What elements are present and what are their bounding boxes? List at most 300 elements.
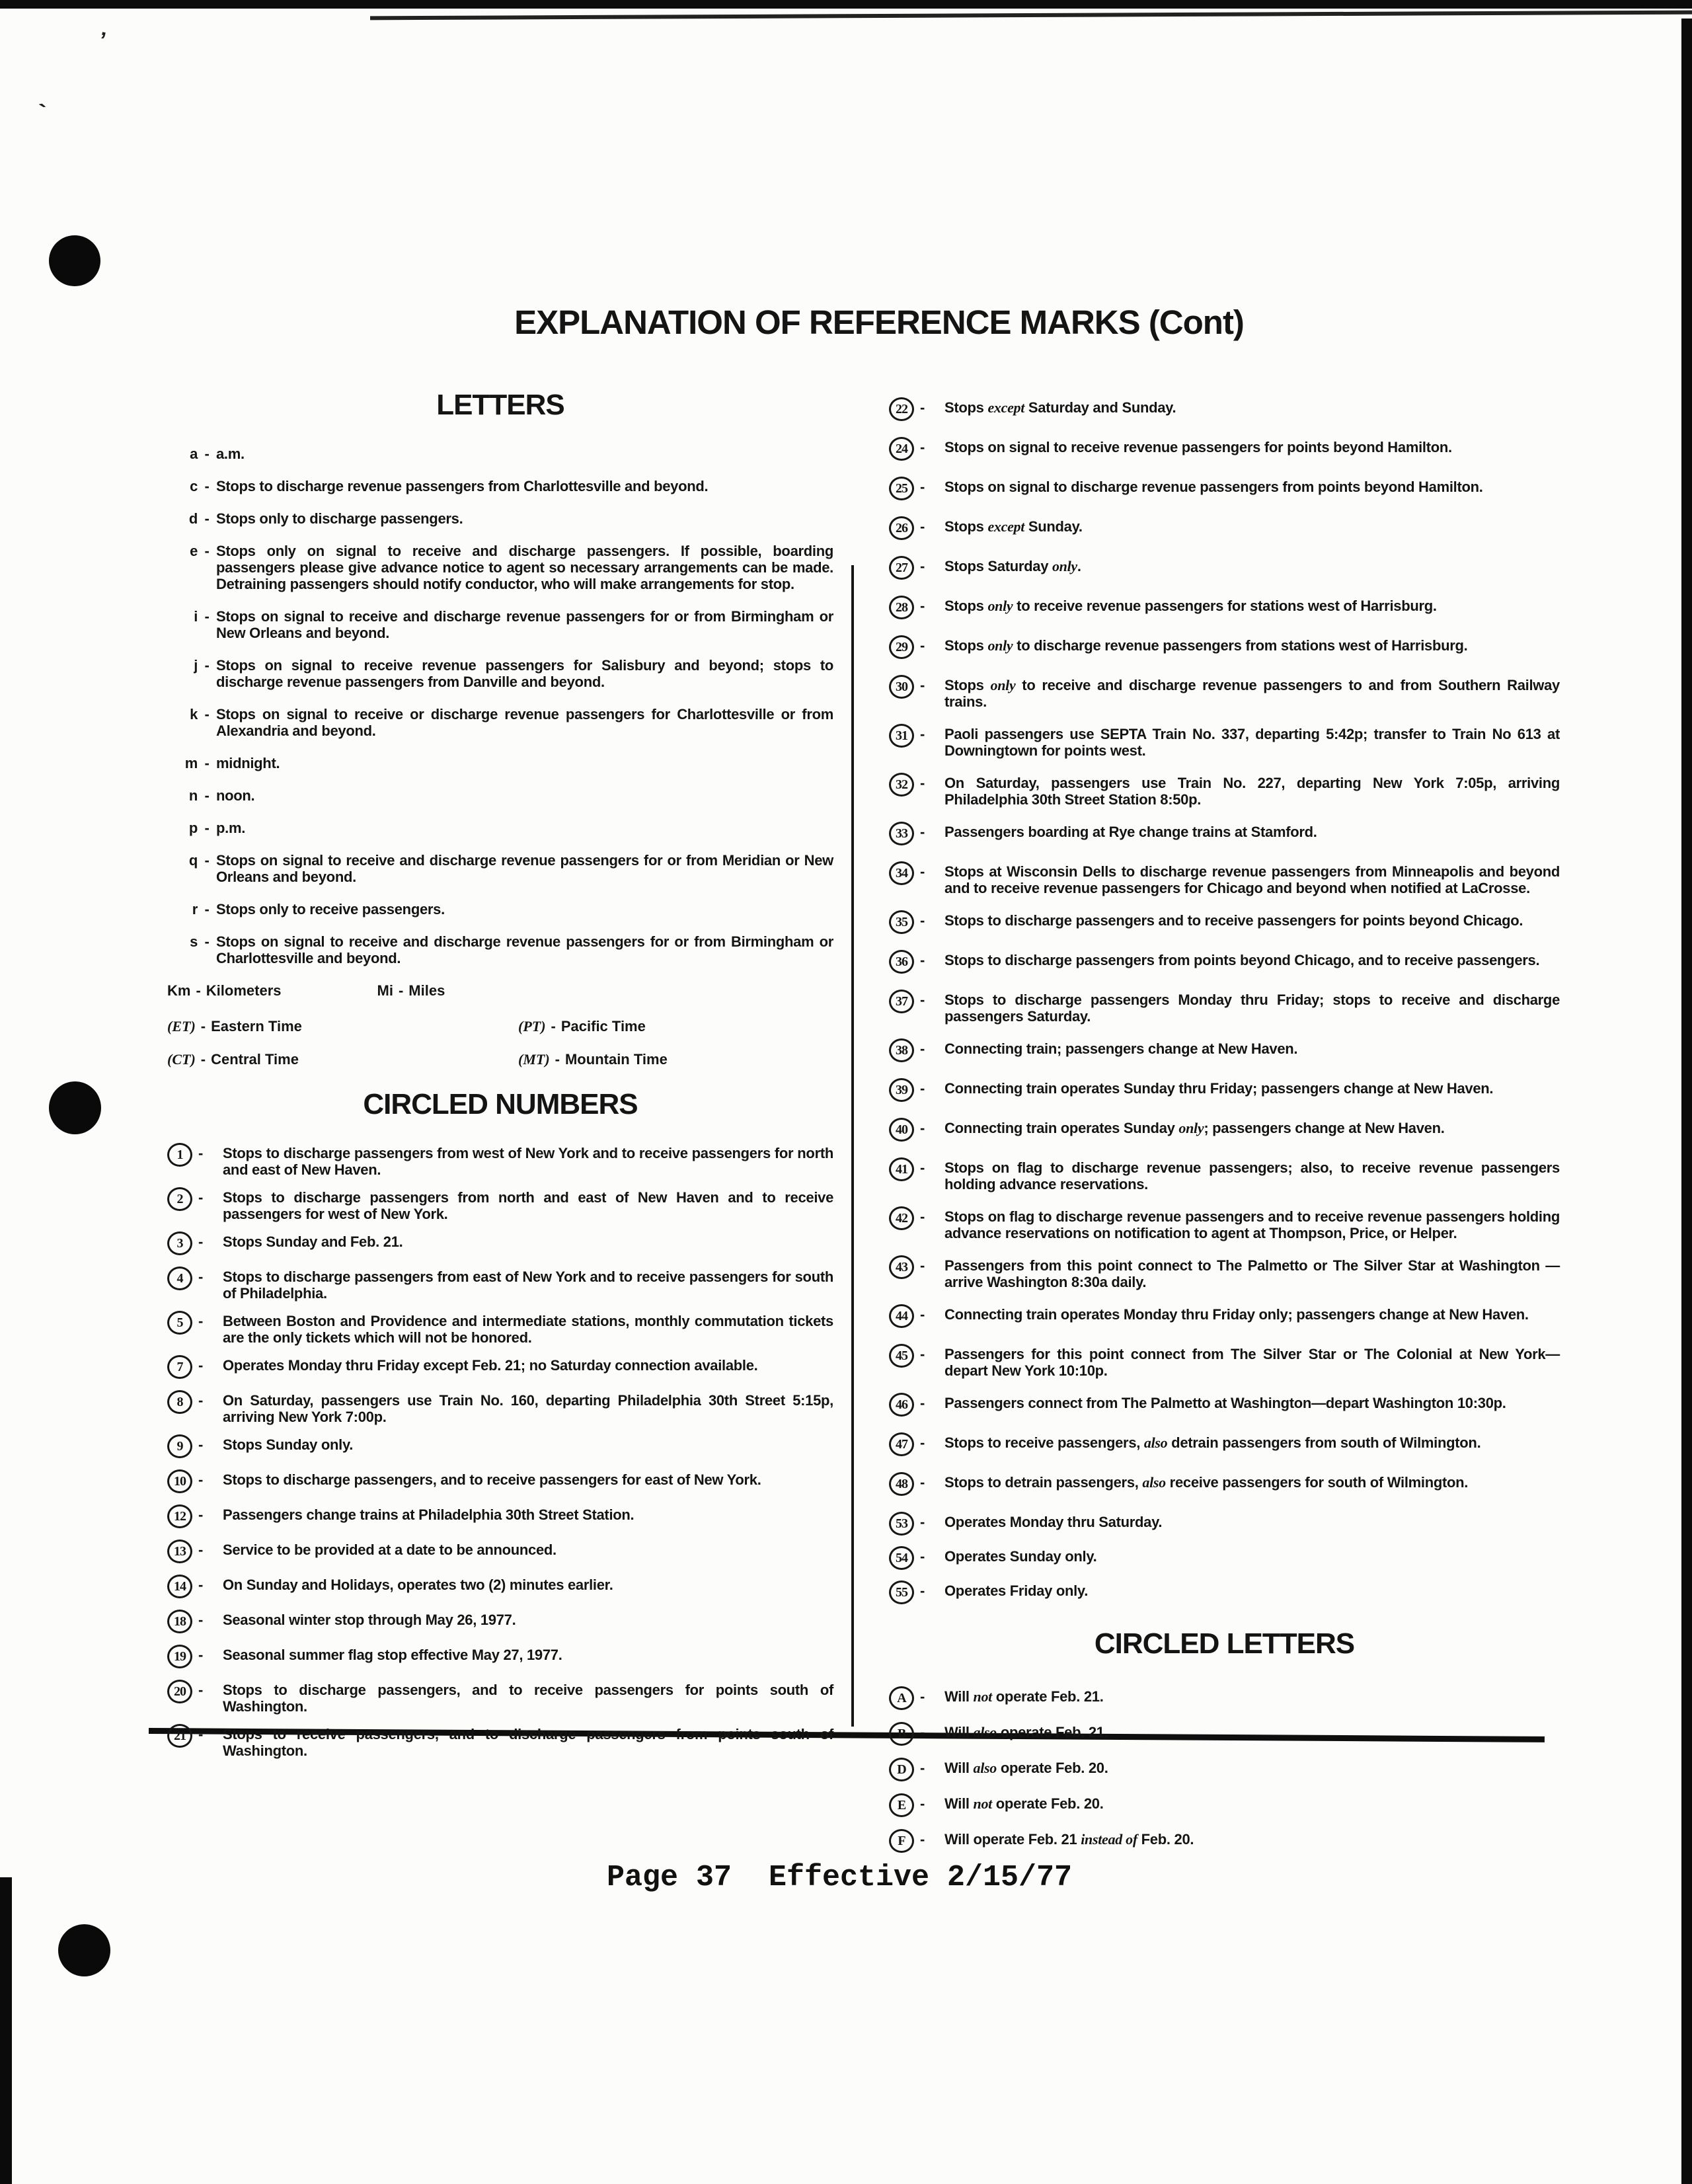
dash-separator: - <box>920 1688 925 1705</box>
row-marker <box>889 1257 944 1290</box>
emphasized-word: also <box>1142 1474 1166 1491</box>
right-column <box>889 391 1560 1867</box>
scan-speck: ` <box>38 98 50 127</box>
circled-number-row <box>889 912 1560 936</box>
row-marker <box>889 1395 944 1419</box>
timezone-code: (MT) <box>518 1051 550 1068</box>
row-marker <box>167 1506 223 1530</box>
letter-definition-row <box>167 706 833 739</box>
letter-code: r <box>192 901 198 917</box>
dash-separator: - <box>920 1120 925 1136</box>
circled-number-row <box>889 1159 1560 1192</box>
dash-separator: - <box>920 1831 925 1848</box>
dash-separator: - <box>920 1582 925 1599</box>
reference-mark-text: Will operate Feb. 21 instead of Feb. 20. <box>944 1831 1194 1848</box>
reference-mark-text: Stops on flag to discharge revenue passengers and to receive revenue passengers holding advance reservations on notification to agent at Thompson, Price, or Helper. <box>944 1208 1560 1241</box>
timezone-code: (PT) <box>518 1018 546 1034</box>
circled-number-badge: 33 <box>889 822 914 845</box>
circled-number-row <box>889 863 1560 896</box>
letter-definition-row <box>167 446 833 462</box>
dash-separator: - <box>204 510 210 527</box>
dash-separator: - <box>920 637 925 654</box>
circled-number-row <box>889 598 1560 621</box>
circled-number-badge: 10 <box>167 1469 192 1493</box>
circled-number-row <box>889 1514 1560 1538</box>
circled-number-badge: 7 <box>167 1355 192 1379</box>
circled-number-row <box>167 1357 833 1381</box>
reference-mark-text: Stops Sunday and Feb. 21. <box>223 1233 403 1250</box>
row-marker <box>167 1436 223 1460</box>
row-marker <box>889 726 944 759</box>
reference-mark-text: Stops to discharge passengers, and to receive passengers for points south of Washington. <box>223 1682 833 1715</box>
dash-separator: - <box>555 1051 560 1068</box>
reference-mark-text: Connecting train operates Sunday thru Friday; passengers change at New Haven. <box>944 1080 1494 1097</box>
dash-separator: - <box>198 1506 204 1523</box>
dash-separator: - <box>198 1647 204 1663</box>
letter-definition-text: Stops only to receive passengers. <box>216 901 445 917</box>
dash-separator: - <box>204 657 210 674</box>
row-marker <box>889 863 944 896</box>
emphasized-word: instead of <box>1081 1831 1137 1848</box>
circled-number-badge: 24 <box>889 437 914 461</box>
letter-definition-row <box>167 478 833 494</box>
letter-code: q <box>188 852 198 869</box>
reference-mark-text: Connecting train operates Monday thru Friday only; passengers change at New Haven. <box>944 1306 1529 1323</box>
circled-number-badge: 22 <box>889 397 914 421</box>
circled-number-row <box>889 1257 1560 1290</box>
reference-mark-text: Stops to discharge passengers from west of New York and to receive passengers for north and east of New Haven. <box>223 1145 833 1178</box>
dash-separator: - <box>920 479 925 495</box>
dash-separator: - <box>920 1257 925 1274</box>
dash-separator: - <box>920 439 925 455</box>
dash-separator: - <box>920 1346 925 1362</box>
timezones-grid <box>167 1018 833 1068</box>
letter-code: a <box>190 446 198 462</box>
circled-numbers-list-right <box>889 399 1560 1606</box>
circled-number-badge: 31 <box>889 724 914 748</box>
circled-number-row <box>167 1313 833 1346</box>
circled-number-badge: 41 <box>889 1157 914 1181</box>
dash-separator: - <box>198 1541 204 1558</box>
row-marker <box>889 1688 944 1712</box>
circled-number-badge: 8 <box>167 1390 192 1414</box>
page-number: Page 37 <box>606 1861 732 1894</box>
dash-separator: - <box>920 1159 925 1176</box>
row-marker <box>167 1357 223 1381</box>
circled-number-row <box>889 479 1560 502</box>
reference-mark-text: On Sunday and Holidays, operates two (2) minutes earlier. <box>223 1577 613 1593</box>
reference-mark-text: Stops to discharge passengers from points beyond Chicago, and to receive passengers. <box>944 952 1540 968</box>
dash-separator: - <box>398 982 404 999</box>
reference-mark-text: On Saturday, passengers use Train No. 160, departing Philadelphia 30th Street 5:15p, arriving New York 7:00p. <box>223 1392 833 1425</box>
row-marker <box>889 1120 944 1144</box>
dash-separator: - <box>198 1436 204 1453</box>
dash-separator: - <box>920 952 925 968</box>
circled-number-badge: 3 <box>167 1231 192 1255</box>
circled-number-row <box>167 1189 833 1222</box>
letter-definition-row <box>167 820 833 836</box>
circled-number-row <box>889 439 1560 463</box>
dash-separator: - <box>198 1313 204 1329</box>
reference-mark-text: Stops except Saturday and Sunday. <box>944 399 1176 416</box>
dash-separator: - <box>920 863 925 880</box>
units-row <box>167 982 833 999</box>
circled-number-badge: 19 <box>167 1645 192 1668</box>
row-marker <box>889 775 944 808</box>
letter-definition-row <box>167 852 833 885</box>
circled-number-row <box>889 726 1560 759</box>
reference-mark-text: Operates Monday thru Friday except Feb. 21; no Saturday connection available. <box>223 1357 758 1374</box>
circled-letter-row <box>889 1795 1560 1819</box>
dash-separator: - <box>920 518 925 535</box>
letters-list <box>167 446 833 966</box>
reference-mark-text: Stops to discharge passengers, and to receive passengers for east of New York. <box>223 1471 761 1488</box>
row-marker <box>889 952 944 976</box>
circled-numbers-list-left <box>167 1145 833 1759</box>
emphasized-word: except <box>987 399 1025 416</box>
timezone-text: Mountain Time <box>564 1051 668 1068</box>
row-marker <box>889 1831 944 1855</box>
dash-separator: - <box>204 543 210 559</box>
row-marker <box>889 399 944 423</box>
row-marker <box>889 1434 944 1458</box>
circled-number-row <box>167 1682 833 1715</box>
dash-separator: - <box>196 982 201 999</box>
letter-code: n <box>188 787 198 804</box>
circled-number-badge: 29 <box>889 635 914 659</box>
row-marker <box>889 1474 944 1498</box>
circled-letter-badge: B <box>889 1722 914 1746</box>
dash-separator: - <box>920 1306 925 1323</box>
dash-separator: - <box>920 677 925 693</box>
dash-separator: - <box>204 608 210 625</box>
reference-mark-text: Stops only to receive and discharge revenue passengers to and from Southern Railway trains. <box>944 677 1560 710</box>
dash-separator: - <box>920 992 925 1008</box>
dash-separator: - <box>920 598 925 614</box>
dash-separator: - <box>204 901 210 917</box>
reference-mark-text: Passengers connect from The Palmetto at Washington—depart Washington 10:30p. <box>944 1395 1506 1411</box>
dash-separator: - <box>200 1018 206 1034</box>
row-marker <box>167 1268 223 1302</box>
dash-separator: - <box>198 1471 204 1488</box>
reference-mark-text: Stops to discharge passengers from east of New York and to receive passengers for south of Philadelphia. <box>223 1268 833 1302</box>
dash-separator: - <box>920 1760 925 1776</box>
reference-mark-text: Passengers change trains at Philadelphia 30th Street Station. <box>223 1506 634 1523</box>
reference-mark-text: Stops to receive passengers, and to discharge passengers from points south of Washington. <box>223 1726 833 1759</box>
circled-number-badge: 27 <box>889 556 914 580</box>
reference-mark-text: Stops except Sunday. <box>944 518 1083 535</box>
page-title: EXPLANATION OF REFERENCE MARKS (Cont) <box>514 303 1244 341</box>
circled-number-row <box>167 1612 833 1635</box>
letter-code: i <box>194 608 198 625</box>
circled-number-badge: 14 <box>167 1575 192 1598</box>
reference-mark-text: Seasonal summer flag stop effective May 27, 1977. <box>223 1647 562 1663</box>
row-marker <box>889 1306 944 1330</box>
reference-mark-text: Stops on signal to receive revenue passengers for points beyond Hamilton. <box>944 439 1452 455</box>
row-marker <box>889 1582 944 1606</box>
circled-number-row <box>889 1120 1560 1144</box>
circled-letter-badge: E <box>889 1793 914 1817</box>
row-marker <box>167 1541 223 1565</box>
dash-separator: - <box>920 726 925 742</box>
circled-number-row <box>889 1474 1560 1498</box>
dash-separator: - <box>198 1726 204 1742</box>
letter-code: d <box>188 510 198 527</box>
dash-separator: - <box>198 1189 204 1206</box>
scan-speck: ’ <box>96 27 108 54</box>
dash-separator: - <box>204 787 210 804</box>
row-marker <box>167 1392 223 1425</box>
dash-separator: - <box>920 1548 925 1565</box>
scan-edge-top-shadow <box>370 11 1692 20</box>
row-marker <box>889 439 944 463</box>
reference-mark-text: Operates Friday only. <box>944 1582 1089 1599</box>
dash-separator: - <box>204 852 210 869</box>
emphasized-word: only <box>987 637 1013 654</box>
circled-number-badge: 53 <box>889 1512 914 1536</box>
dash-separator: - <box>920 1395 925 1411</box>
circled-number-row <box>889 1040 1560 1064</box>
circled-number-badge: 2 <box>167 1187 192 1211</box>
circled-number-row <box>889 952 1560 976</box>
unit-definition <box>377 982 445 999</box>
circled-number-row <box>167 1471 833 1495</box>
row-marker <box>167 1577 223 1600</box>
circled-letter-row <box>889 1831 1560 1855</box>
circled-number-badge: 30 <box>889 675 914 699</box>
circled-number-badge: 21 <box>167 1724 192 1748</box>
letter-definition-text: Stops only on signal to receive and discharge passengers. If possible, boarding passengers please give advance notice to agent so necessary arrangements can be made. Detraining passengers should notify conductor, who will make arrangements for stop. <box>216 543 833 592</box>
dash-separator: - <box>920 1040 925 1057</box>
circled-number-row <box>889 1208 1560 1241</box>
emphasized-word: only <box>990 677 1016 693</box>
letter-definition-row <box>167 755 833 771</box>
punch-hole <box>49 1081 101 1134</box>
reference-mark-text: Stops at Wisconsin Dells to discharge revenue passengers from Minneapolis and beyond and to receive revenue passengers for Chicago and beyond when notified at LaCrosse. <box>944 863 1560 896</box>
dash-separator: - <box>920 824 925 840</box>
reference-mark-text: Connecting train; passengers change at New Haven. <box>944 1040 1298 1057</box>
dash-separator: - <box>204 820 210 836</box>
letter-code: k <box>190 706 198 722</box>
reference-mark-text: Stops Saturday only. <box>944 558 1081 574</box>
dash-separator: - <box>198 1392 204 1409</box>
scan-edge-left <box>0 1877 12 2184</box>
row-marker <box>889 1760 944 1783</box>
circled-number-badge: 18 <box>167 1610 192 1633</box>
circled-numbers-heading: CIRCLED NUMBERS <box>363 1088 638 1120</box>
circled-number-badge: 26 <box>889 516 914 540</box>
circled-number-badge: 4 <box>167 1267 192 1290</box>
letter-definition-text: noon. <box>216 787 255 804</box>
row-marker <box>889 677 944 710</box>
circled-number-row <box>889 1306 1560 1330</box>
row-marker <box>889 1040 944 1064</box>
dash-separator: - <box>920 912 925 929</box>
circled-number-badge: 5 <box>167 1311 192 1335</box>
circled-number-badge: 43 <box>889 1255 914 1279</box>
letter-definition-text: Stops on signal to receive and discharge revenue passengers for or from Meridian or New Orleans and beyond. <box>216 852 833 885</box>
reference-mark-text: Passengers from this point connect to The Palmetto or The Silver Star at Washington —arrive Washington 8:30a daily. <box>944 1257 1560 1290</box>
reference-mark-text: Stops on signal to discharge revenue passengers from points beyond Hamilton. <box>944 479 1483 495</box>
emphasized-word: only <box>1178 1120 1204 1136</box>
unit-text: Miles <box>408 982 445 999</box>
row-marker <box>889 1548 944 1572</box>
row-marker <box>167 1647 223 1670</box>
letter-definition-row <box>167 933 833 966</box>
circled-number-row <box>889 1582 1560 1606</box>
dash-separator: - <box>920 775 925 791</box>
row-marker <box>889 1080 944 1104</box>
reference-mark-text: Passengers boarding at Rye change trains at Stamford. <box>944 824 1317 840</box>
dash-separator: - <box>198 1145 204 1161</box>
row-marker <box>889 1159 944 1192</box>
circled-number-row <box>889 1080 1560 1104</box>
circled-number-row <box>889 399 1560 423</box>
page-footer <box>0 1861 1679 1894</box>
dash-separator: - <box>198 1577 204 1593</box>
letter-code: s <box>190 933 198 950</box>
dash-separator: - <box>920 399 925 416</box>
reference-mark-text: Will also operate Feb. 21. <box>944 1724 1108 1740</box>
reference-mark-text: Seasonal winter stop through May 26, 1977. <box>223 1612 516 1628</box>
row-marker <box>889 558 944 582</box>
row-marker <box>889 992 944 1025</box>
circled-number-row <box>167 1506 833 1530</box>
reference-mark-text: Stops to discharge passengers from north and east of New Haven and to receive passengers for west of New York. <box>223 1189 833 1222</box>
reference-mark-text: On Saturday, passengers use Train No. 227, departing New York 7:05p, arriving Philadelphia 30th Street Station 8:50p. <box>944 775 1560 808</box>
dash-separator: - <box>198 1357 204 1374</box>
letter-definition-text: Stops only to discharge passengers. <box>216 510 463 527</box>
circled-number-row <box>167 1436 833 1460</box>
reference-mark-text: Connecting train operates Sunday only; passengers change at New Haven. <box>944 1120 1445 1136</box>
circled-number-row <box>167 1392 833 1425</box>
circled-number-badge: 35 <box>889 910 914 934</box>
emphasized-word: also <box>973 1760 997 1776</box>
dash-separator: - <box>198 1612 204 1628</box>
dash-separator: - <box>198 1268 204 1285</box>
circled-number-row <box>889 1548 1560 1572</box>
row-marker <box>167 1233 223 1257</box>
row-marker <box>889 912 944 936</box>
circled-number-badge: 42 <box>889 1206 914 1230</box>
letter-definition-text: a.m. <box>216 446 245 462</box>
circled-number-badge: 20 <box>167 1680 192 1703</box>
letters-heading: LETTERS <box>436 389 564 421</box>
row-marker <box>167 1612 223 1635</box>
letter-definition-text: midnight. <box>216 755 280 771</box>
reference-mark-text: Stops to discharge passengers and to receive passengers for points beyond Chicago. <box>944 912 1523 929</box>
letter-definition-text: Stops on signal to receive revenue passengers for Salisbury and beyond; stops to discharge revenue passengers from Danville and beyond. <box>216 657 833 690</box>
emphasized-word: also <box>1143 1434 1168 1451</box>
row-marker <box>167 1145 223 1178</box>
emphasized-word: also <box>973 1724 997 1740</box>
letter-code: m <box>184 755 198 771</box>
reference-mark-text: Will not operate Feb. 21. <box>944 1688 1104 1705</box>
circled-letter-badge: A <box>889 1686 914 1710</box>
reference-mark-text: Stops only to receive revenue passengers for stations west of Harrisburg. <box>944 598 1437 614</box>
circled-number-badge: 37 <box>889 990 914 1013</box>
dash-separator: - <box>920 1514 925 1530</box>
dash-separator: - <box>920 1724 925 1740</box>
circled-number-row <box>167 1541 833 1565</box>
circled-number-badge: 12 <box>167 1504 192 1528</box>
emphasized-word: not <box>973 1688 992 1705</box>
emphasized-word: only <box>987 598 1013 614</box>
row-marker <box>889 1724 944 1748</box>
circled-letter-row <box>889 1724 1560 1748</box>
letter-definition-row <box>167 901 833 917</box>
circled-letter-row <box>889 1688 1560 1712</box>
letter-definition-text: Stops on signal to receive or discharge revenue passengers for Charlottesville or from Alexandria and beyond. <box>216 706 833 739</box>
circled-number-row <box>167 1726 833 1759</box>
letter-definition-row <box>167 657 833 690</box>
circled-number-row <box>167 1268 833 1302</box>
circled-number-badge: 25 <box>889 477 914 500</box>
circled-number-row <box>889 824 1560 847</box>
dash-separator: - <box>920 1208 925 1225</box>
circled-number-badge: 38 <box>889 1038 914 1062</box>
reference-mark-text: Between Boston and Providence and intermediate stations, monthly commutation tickets are the only tickets which will not be honored. <box>223 1313 833 1346</box>
letter-definition-row <box>167 510 833 527</box>
reference-mark-text: Stops to receive passengers, also detrain passengers from south of Wilmington. <box>944 1434 1481 1451</box>
letter-code: e <box>190 543 198 559</box>
circled-number-row <box>889 1346 1560 1379</box>
circled-letters-list <box>889 1688 1560 1855</box>
timezone-text: Pacific Time <box>560 1018 646 1034</box>
circled-number-row <box>167 1145 833 1178</box>
reference-mark-text: Stops only to discharge revenue passengers from stations west of Harrisburg. <box>944 637 1468 654</box>
row-marker <box>167 1682 223 1715</box>
reference-mark-text: Stops Sunday only. <box>223 1436 354 1453</box>
dash-separator: - <box>551 1018 556 1034</box>
row-marker <box>889 1346 944 1379</box>
dash-separator: - <box>204 755 210 771</box>
row-marker <box>167 1471 223 1495</box>
timezone-definition <box>167 1018 518 1035</box>
letter-code: j <box>194 657 198 674</box>
reference-mark-text: Paoli passengers use SEPTA Train No. 337, departing 5:42p; transfer to Train No 613 at Downingtown for points west. <box>944 726 1560 759</box>
letter-code: p <box>188 820 198 836</box>
circled-number-row <box>889 677 1560 710</box>
emphasized-word: not <box>973 1795 992 1812</box>
scan-edge-top <box>0 0 1692 9</box>
circled-number-row <box>167 1577 833 1600</box>
unit-text: Kilometers <box>206 982 282 999</box>
dash-separator: - <box>920 1080 925 1097</box>
circled-number-badge: 34 <box>889 861 914 885</box>
left-column <box>167 389 833 1770</box>
row-marker <box>889 824 944 847</box>
circled-number-badge: 40 <box>889 1118 914 1142</box>
circled-number-row <box>889 992 1560 1025</box>
dash-separator: - <box>198 1233 204 1250</box>
circled-number-badge: 46 <box>889 1393 914 1417</box>
reference-mark-text: Stops to discharge passengers Monday thru Friday; stops to receive and discharge passengers Saturday. <box>944 992 1560 1025</box>
dash-separator: - <box>204 446 210 462</box>
emphasized-word: except <box>987 518 1025 535</box>
emphasized-word: only <box>1052 558 1077 574</box>
reference-mark-text: Passengers for this point connect from The Silver Star or The Colonial at New York— depart New York 10:10p. <box>944 1346 1560 1379</box>
dash-separator: - <box>204 706 210 722</box>
reference-mark-text: Will also operate Feb. 20. <box>944 1760 1108 1776</box>
punch-hole <box>58 1924 110 1976</box>
dash-separator: - <box>920 1434 925 1451</box>
timezone-definition <box>518 1018 833 1035</box>
circled-letter-row <box>889 1760 1560 1783</box>
reference-mark-text: Operates Sunday only. <box>944 1548 1097 1565</box>
row-marker <box>889 479 944 502</box>
row-marker <box>889 1795 944 1819</box>
